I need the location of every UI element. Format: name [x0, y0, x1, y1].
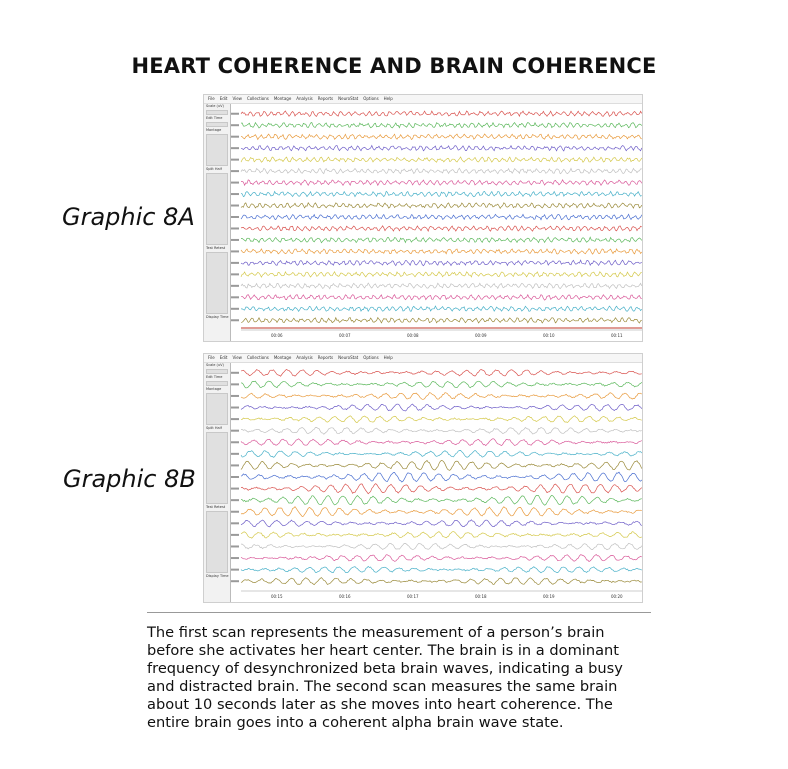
scale-label: Scale (uV): [206, 104, 224, 108]
eeg-channel-trace: [241, 393, 642, 400]
channel-label: [231, 418, 239, 420]
menu-item-edit[interactable]: Edit: [219, 355, 228, 360]
eeg-channel-trace: [241, 369, 642, 376]
edit-time-field[interactable]: [206, 122, 228, 127]
menu-item-view[interactable]: View: [232, 96, 242, 101]
channel-label: [231, 407, 239, 409]
eeg-channel-trace: [241, 237, 642, 243]
display-time-label: Display Time: [206, 315, 229, 319]
menu-item-file[interactable]: File: [208, 355, 215, 360]
caption-text: The first scan represents the measurement of a person’s brain before she activates her heart center. The brain is in a dominant frequency of desynchronized beta brain waves, indicating a busy and distracted brain. The second scan measures the same brain about 10 seconds later as she moves into heart coherence. The entire brain goes into a coherent alpha brain wave state.: [147, 624, 623, 731]
channel-label: [231, 296, 239, 298]
eeg-window-8b: [203, 353, 643, 603]
eeg-channel-trace: [241, 578, 642, 585]
menu-bar: [204, 95, 642, 104]
eeg-channel-trace: [241, 146, 642, 151]
eeg-channel-trace: [241, 460, 642, 470]
channel-label: [231, 285, 239, 287]
eeg-channel-trace: [241, 191, 642, 196]
eeg-channel-trace: [241, 203, 642, 209]
time-tick-label: 00:11: [611, 333, 623, 338]
time-tick-label: 00:07: [339, 333, 351, 338]
split-half-list[interactable]: [206, 173, 228, 245]
eeg-channel-trace: [241, 283, 642, 289]
eeg-channel-trace: [241, 306, 642, 311]
test-retest-list[interactable]: [206, 252, 228, 314]
caption-divider: [147, 612, 651, 613]
channel-label: [231, 395, 239, 397]
time-tick-label: 00:06: [271, 333, 283, 338]
channel-label: [231, 580, 239, 582]
eeg-channel-trace: [241, 260, 642, 266]
time-tick-label: 00:16: [339, 594, 351, 599]
menu-item-neurostat[interactable]: NeuroStat: [338, 96, 359, 101]
test-retest-list[interactable]: [206, 511, 228, 573]
channel-label: [231, 441, 239, 443]
channel-label: [231, 262, 239, 264]
eeg-channel-trace: [241, 157, 642, 162]
edit-time-label: Edit Time: [206, 375, 223, 379]
eeg-channel-trace: [241, 272, 642, 277]
menu-item-options[interactable]: Options: [363, 96, 379, 101]
time-tick-label: 00:15: [271, 594, 283, 599]
menu-item-help[interactable]: Help: [383, 96, 393, 101]
channel-label: [231, 170, 239, 172]
menu-item-help[interactable]: Help: [383, 355, 393, 360]
menu-item-montage[interactable]: Montage: [273, 96, 292, 101]
eeg-channel-trace: [241, 520, 642, 527]
channel-label: [231, 136, 239, 138]
sidebar-panel: [204, 104, 231, 341]
montage-label: Montage: [206, 387, 222, 391]
graphic-8b-label: Graphic 8B: [63, 465, 196, 493]
channel-label: [231, 216, 239, 218]
menu-item-reports[interactable]: Reports: [317, 355, 334, 360]
channel-label: [231, 250, 239, 252]
channel-label: [231, 239, 239, 241]
menu-item-collections[interactable]: Collections: [246, 355, 269, 360]
menu-item-neurostat[interactable]: NeuroStat: [338, 355, 359, 360]
eeg-traces: [231, 104, 642, 340]
test-retest-label: Test Retest: [206, 505, 226, 509]
channel-label: [231, 113, 239, 115]
eeg-window-8a: [203, 94, 643, 342]
split-half-label: Split Half: [206, 167, 222, 171]
eeg-trace-area[interactable]: [231, 363, 642, 602]
menu-item-view[interactable]: View: [232, 355, 242, 360]
display-time-label: Display Time: [206, 574, 229, 578]
graphic-8a-label: Graphic 8A: [62, 203, 195, 231]
eeg-channel-trace: [241, 566, 642, 572]
channel-label: [231, 319, 239, 321]
edit-time-label: Edit Time: [206, 116, 223, 120]
eeg-channel-trace: [241, 318, 642, 323]
channel-label: [231, 372, 239, 374]
channel-label: [231, 430, 239, 432]
eeg-channel-trace: [241, 543, 642, 549]
channel-label: [231, 476, 239, 478]
eeg-channel-trace: [241, 555, 642, 562]
eeg-channel-trace: [241, 249, 642, 254]
time-tick-label: 00:20: [611, 594, 623, 599]
scale-label: Scale (uV): [206, 363, 224, 367]
eeg-channel-trace: [241, 427, 642, 434]
channel-label: [231, 557, 239, 559]
time-tick-label: 00:08: [407, 333, 419, 338]
time-tick-label: 00:18: [475, 594, 487, 599]
eeg-channel-trace: [241, 450, 642, 457]
menu-item-edit[interactable]: Edit: [219, 96, 228, 101]
channel-label: [231, 227, 239, 229]
channel-label: [231, 308, 239, 310]
page-title: HEART COHERENCE AND BRAIN COHERENCE: [131, 54, 657, 78]
channel-label: [231, 159, 239, 161]
menu-item-analysis[interactable]: Analysis: [296, 355, 313, 360]
channel-label: [231, 383, 239, 385]
eeg-channel-trace: [241, 484, 642, 494]
menu-item-options[interactable]: Options: [363, 355, 379, 360]
eeg-channel-trace: [241, 507, 642, 517]
menu-item-analysis[interactable]: Analysis: [296, 96, 313, 101]
eeg-channel-trace: [241, 472, 642, 482]
split-half-list[interactable]: [206, 432, 228, 504]
channel-label: [231, 273, 239, 275]
channel-label: [231, 193, 239, 195]
eeg-channel-trace: [241, 214, 642, 220]
eeg-channel-trace: [241, 295, 642, 301]
menu-item-file[interactable]: File: [208, 96, 215, 101]
channel-label: [231, 453, 239, 455]
channel-label: [231, 534, 239, 536]
scale-field[interactable]: [206, 110, 228, 115]
channel-label: [231, 545, 239, 547]
eeg-channel-trace: [241, 404, 642, 411]
channel-label: [231, 499, 239, 501]
channel-label: [231, 522, 239, 524]
eeg-channel-trace: [241, 495, 642, 505]
test-retest-label: Test Retest: [206, 246, 226, 250]
channel-label: [231, 124, 239, 126]
time-tick-label: 00:17: [407, 594, 419, 599]
menu-item-montage[interactable]: Montage: [273, 355, 292, 360]
channel-label: [231, 147, 239, 149]
channel-label: [231, 205, 239, 207]
time-tick-label: 00:09: [475, 333, 487, 338]
time-tick-label: 00:19: [543, 594, 555, 599]
channel-label: [231, 569, 239, 571]
channel-label: [231, 511, 239, 513]
montage-list[interactable]: [206, 393, 228, 425]
eeg-channel-trace: [241, 168, 642, 173]
scale-field[interactable]: [206, 369, 228, 374]
eeg-traces: [231, 363, 642, 601]
eeg-channel-trace: [241, 123, 642, 129]
eeg-channel-trace: [241, 439, 642, 446]
channel-label: [231, 182, 239, 184]
menu-item-reports[interactable]: Reports: [317, 96, 334, 101]
eeg-channel-trace: [241, 134, 642, 140]
eeg-channel-trace: [241, 416, 642, 423]
eeg-channel-trace: [241, 111, 642, 116]
menu-bar: [204, 354, 642, 363]
channel-label: [231, 488, 239, 490]
eeg-channel-trace: [241, 381, 642, 388]
edit-time-field[interactable]: [206, 381, 228, 386]
eeg-channel-trace: [241, 226, 642, 231]
time-tick-label: 00:10: [543, 333, 555, 338]
menu-item-collections[interactable]: Collections: [246, 96, 269, 101]
caption: [147, 624, 647, 732]
channel-label: [231, 464, 239, 466]
split-half-label: Split Half: [206, 426, 222, 430]
eeg-trace-area[interactable]: [231, 104, 642, 341]
montage-label: Montage: [206, 128, 222, 132]
eeg-channel-trace: [241, 532, 642, 539]
sidebar-panel: [204, 363, 231, 602]
montage-list[interactable]: [206, 134, 228, 166]
eeg-channel-trace: [241, 180, 642, 186]
